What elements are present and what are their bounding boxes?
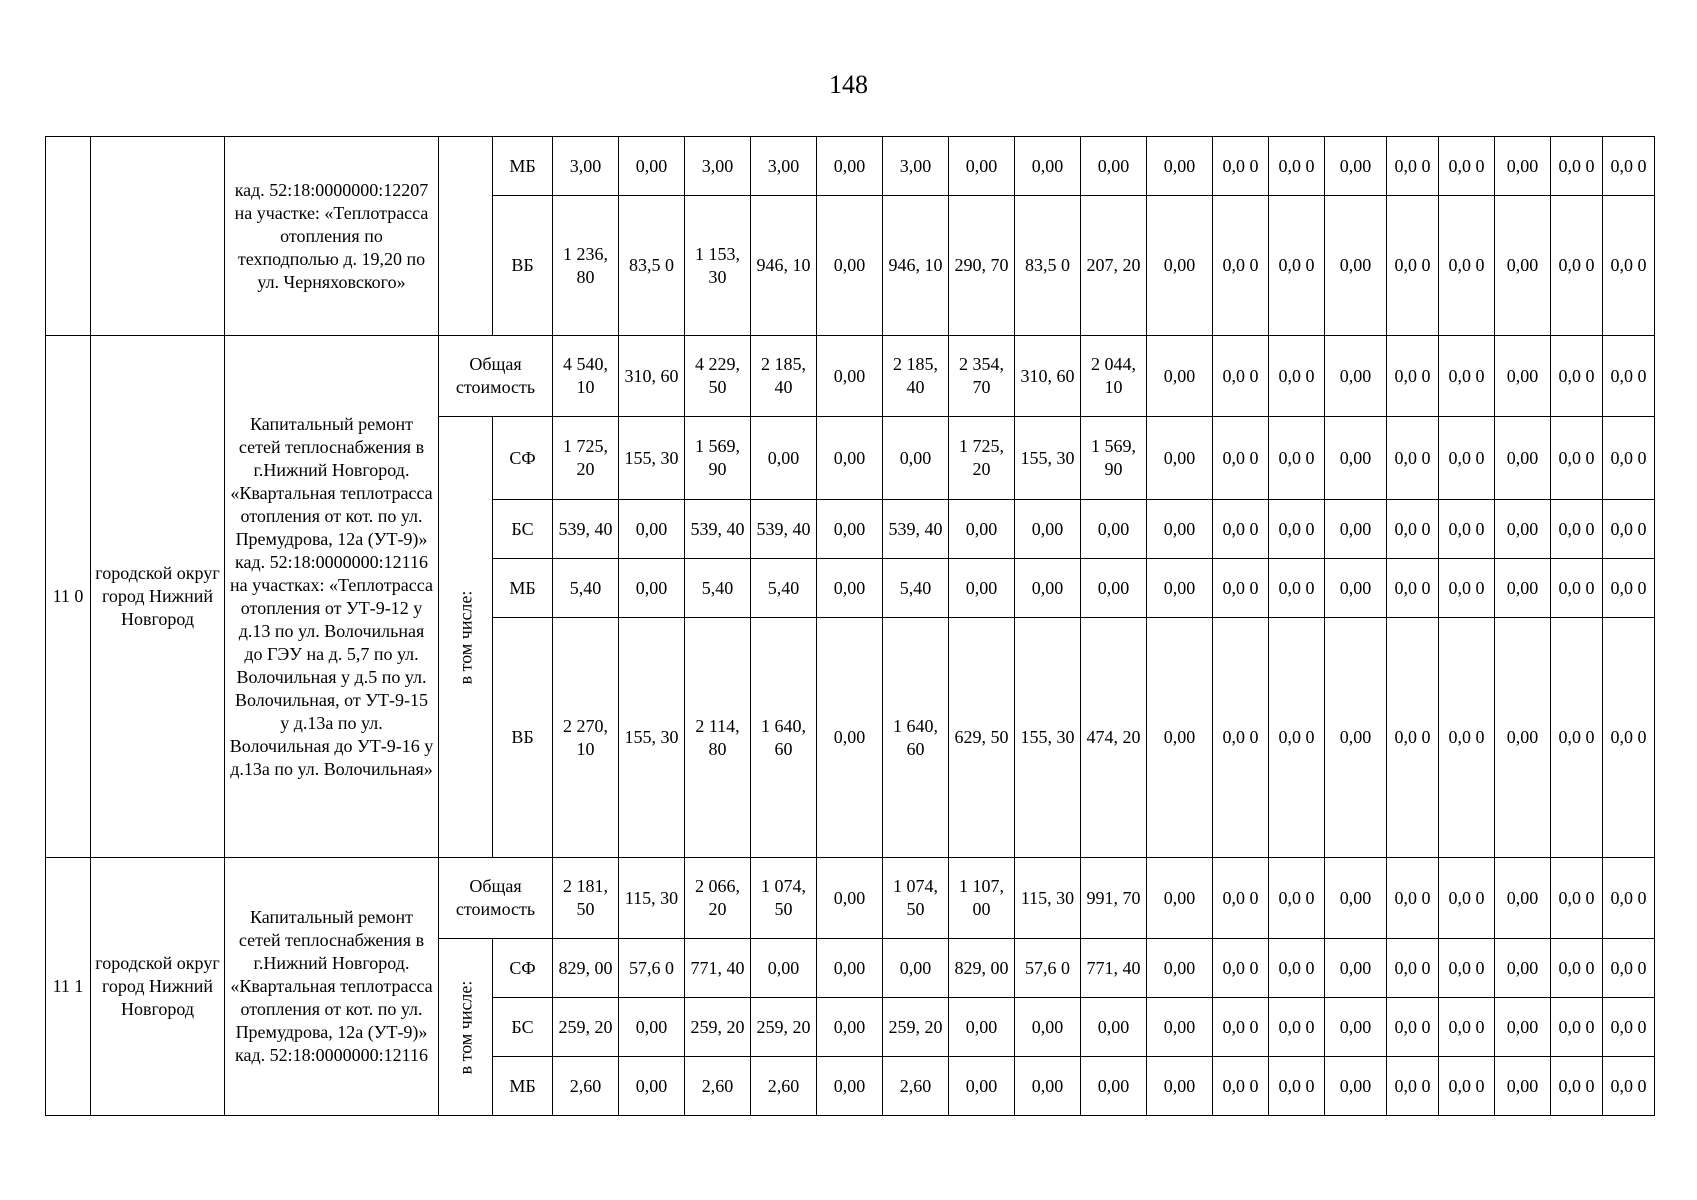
value-cell: 0,0 0 <box>1213 998 1269 1057</box>
value-cell: 2,60 <box>685 1057 751 1116</box>
total-value-cell: 0,00 <box>1147 858 1213 939</box>
value-cell: 771, 40 <box>685 939 751 998</box>
value-cell: 0,0 0 <box>1269 939 1325 998</box>
value-cell: 0,00 <box>1147 559 1213 618</box>
in-that-number-label-cell <box>439 417 493 858</box>
value-cell: 0,00 <box>1147 417 1213 500</box>
value-cell: 57,6 0 <box>619 939 685 998</box>
value-cell: 0,0 0 <box>1439 998 1495 1057</box>
value-cell: 0,0 0 <box>1387 559 1439 618</box>
budget-type-cell: МБ <box>493 559 553 618</box>
value-cell: 0,00 <box>1015 1057 1081 1116</box>
total-value-cell: 310, 60 <box>1015 336 1081 417</box>
total-value-cell: 0,00 <box>817 858 883 939</box>
budget-type-cell: ВБ <box>493 196 553 336</box>
value-cell: 2 114, 80 <box>685 618 751 858</box>
total-value-cell: 115, 30 <box>1015 858 1081 939</box>
value-cell: 946, 10 <box>751 196 817 336</box>
value-cell: 0,0 0 <box>1603 998 1655 1057</box>
value-cell: 0,0 0 <box>1551 559 1603 618</box>
total-value-cell: 4 229, 50 <box>685 336 751 417</box>
value-cell: 0,00 <box>1495 137 1551 196</box>
total-value-cell: 0,0 0 <box>1439 858 1495 939</box>
value-cell: 0,00 <box>619 559 685 618</box>
value-cell: 0,00 <box>817 137 883 196</box>
value-cell: 0,0 0 <box>1603 196 1655 336</box>
value-cell: 259, 20 <box>883 998 949 1057</box>
total-value-cell: 0,0 0 <box>1551 336 1603 417</box>
value-cell: 0,00 <box>1147 998 1213 1057</box>
value-cell: 0,00 <box>1147 500 1213 559</box>
value-cell: 1 236, 80 <box>553 196 619 336</box>
in-that-number-label-cell <box>439 939 493 1116</box>
value-cell: 0,0 0 <box>1551 196 1603 336</box>
value-cell: 0,0 0 <box>1603 1057 1655 1116</box>
value-cell: 539, 40 <box>553 500 619 559</box>
value-cell: 0,00 <box>1495 1057 1551 1116</box>
value-cell: 0,0 0 <box>1213 559 1269 618</box>
row-number-cell: 11 0 <box>46 336 91 858</box>
value-cell: 0,00 <box>1495 618 1551 858</box>
value-cell: 771, 40 <box>1081 939 1147 998</box>
value-cell: 0,0 0 <box>1213 939 1269 998</box>
value-cell: 539, 40 <box>883 500 949 559</box>
value-cell: 0,0 0 <box>1551 417 1603 500</box>
budget-type-cell: МБ <box>493 137 553 196</box>
value-cell: 0,0 0 <box>1603 500 1655 559</box>
value-cell: 0,0 0 <box>1439 196 1495 336</box>
value-cell: 0,0 0 <box>1439 137 1495 196</box>
description-cell: Капитальный ремонт сетей теплоснабжения в г.Нижний Новгород. «Квартальная теплотрасса отопления от кот. по ул. Премудрова, 12а (УТ-9)» кад. 52:18:0000000:12116 <box>225 858 439 1116</box>
total-value-cell: 2 066, 20 <box>685 858 751 939</box>
value-cell: 0,0 0 <box>1551 618 1603 858</box>
budget-type-cell: БС <box>493 500 553 559</box>
value-cell: 0,00 <box>1495 998 1551 1057</box>
value-cell: 1 569, 90 <box>1081 417 1147 500</box>
total-value-cell: 1 074, 50 <box>883 858 949 939</box>
value-cell: 0,00 <box>1147 1057 1213 1116</box>
value-cell: 0,0 0 <box>1551 500 1603 559</box>
total-value-cell: 0,00 <box>817 336 883 417</box>
value-cell: 0,0 0 <box>1269 500 1325 559</box>
value-cell: 0,0 0 <box>1603 137 1655 196</box>
value-cell: 0,0 0 <box>1439 1057 1495 1116</box>
value-cell: 0,00 <box>1325 500 1387 559</box>
value-cell: 539, 40 <box>751 500 817 559</box>
value-cell: 829, 00 <box>949 939 1015 998</box>
value-cell: 0,00 <box>817 1057 883 1116</box>
value-cell: 0,00 <box>949 998 1015 1057</box>
value-cell: 0,0 0 <box>1213 137 1269 196</box>
value-cell: 0,0 0 <box>1387 196 1439 336</box>
value-cell: 155, 30 <box>619 417 685 500</box>
total-value-cell: 0,0 0 <box>1213 858 1269 939</box>
in-that-number-label: в том числе: <box>455 980 476 1074</box>
value-cell: 0,0 0 <box>1551 1057 1603 1116</box>
value-cell: 0,00 <box>949 559 1015 618</box>
value-cell: 0,00 <box>1495 417 1551 500</box>
value-cell: 0,0 0 <box>1269 196 1325 336</box>
value-cell: 0,0 0 <box>1387 939 1439 998</box>
value-cell: 0,00 <box>1147 196 1213 336</box>
total-value-cell: 4 540, 10 <box>553 336 619 417</box>
value-cell: 1 640, 60 <box>883 618 949 858</box>
value-cell: 0,00 <box>1325 998 1387 1057</box>
value-cell: 0,0 0 <box>1551 137 1603 196</box>
value-cell: 0,0 0 <box>1603 559 1655 618</box>
value-cell: 83,5 0 <box>619 196 685 336</box>
total-value-cell: 0,0 0 <box>1269 858 1325 939</box>
value-cell: 1 725, 20 <box>949 417 1015 500</box>
table-row <box>46 336 1655 417</box>
value-cell: 0,0 0 <box>1439 417 1495 500</box>
value-cell: 0,00 <box>1325 137 1387 196</box>
value-cell: 0,0 0 <box>1213 500 1269 559</box>
value-cell: 0,0 0 <box>1213 618 1269 858</box>
value-cell: 290, 70 <box>949 196 1015 336</box>
value-cell: 474, 20 <box>1081 618 1147 858</box>
value-cell: 0,00 <box>1495 559 1551 618</box>
value-cell: 0,0 0 <box>1387 500 1439 559</box>
value-cell: 83,5 0 <box>1015 196 1081 336</box>
value-cell: 259, 20 <box>685 998 751 1057</box>
value-cell: 0,0 0 <box>1439 559 1495 618</box>
value-cell: 0,00 <box>949 1057 1015 1116</box>
value-cell: 0,0 0 <box>1387 618 1439 858</box>
value-cell: 0,00 <box>619 1057 685 1116</box>
total-value-cell: 0,0 0 <box>1387 858 1439 939</box>
total-value-cell: 115, 30 <box>619 858 685 939</box>
value-cell: 155, 30 <box>1015 618 1081 858</box>
total-value-cell: 2 185, 40 <box>883 336 949 417</box>
value-cell: 0,00 <box>817 618 883 858</box>
value-cell: 0,00 <box>1325 939 1387 998</box>
value-cell: 0,00 <box>1081 559 1147 618</box>
value-cell: 0,0 0 <box>1269 137 1325 196</box>
value-cell: 0,0 0 <box>1269 618 1325 858</box>
total-value-cell: 0,0 0 <box>1551 858 1603 939</box>
value-cell: 1 725, 20 <box>553 417 619 500</box>
municipality-cell: городской округ город Нижний Новгород <box>91 858 225 1116</box>
value-cell: 0,00 <box>751 939 817 998</box>
value-cell: 2 270, 10 <box>553 618 619 858</box>
value-cell: 0,00 <box>1325 1057 1387 1116</box>
value-cell: 2,60 <box>751 1057 817 1116</box>
value-cell: 259, 20 <box>553 998 619 1057</box>
total-value-cell: 0,0 0 <box>1603 336 1655 417</box>
value-cell: 207, 20 <box>1081 196 1147 336</box>
value-cell: 0,0 0 <box>1213 196 1269 336</box>
total-value-cell: 0,0 0 <box>1603 858 1655 939</box>
in-that-number-label: в том числе: <box>455 590 476 684</box>
total-value-cell: 310, 60 <box>619 336 685 417</box>
value-cell: 0,0 0 <box>1551 939 1603 998</box>
value-cell: 0,00 <box>1015 500 1081 559</box>
page-number: 148 <box>829 70 868 99</box>
value-cell: 3,00 <box>751 137 817 196</box>
value-cell: 0,0 0 <box>1387 1057 1439 1116</box>
value-cell: 0,00 <box>751 417 817 500</box>
value-cell: 0,0 0 <box>1269 998 1325 1057</box>
total-value-cell: 1 107, 00 <box>949 858 1015 939</box>
value-cell: 0,00 <box>817 196 883 336</box>
value-cell: 0,00 <box>1081 1057 1147 1116</box>
value-cell: 3,00 <box>685 137 751 196</box>
value-cell: 629, 50 <box>949 618 1015 858</box>
value-cell: 0,0 0 <box>1213 1057 1269 1116</box>
value-cell: 1 640, 60 <box>751 618 817 858</box>
total-value-cell: 0,00 <box>1325 858 1387 939</box>
value-cell: 0,00 <box>949 500 1015 559</box>
value-cell: 829, 00 <box>553 939 619 998</box>
municipality-cell: городской округ город Нижний Новгород <box>91 336 225 858</box>
total-cost-label: Общая стоимость <box>439 858 553 939</box>
value-cell: 0,00 <box>1081 998 1147 1057</box>
total-value-cell: 2 185, 40 <box>751 336 817 417</box>
funding-table <box>45 136 1655 1116</box>
value-cell: 0,0 0 <box>1439 500 1495 559</box>
value-cell: 0,00 <box>883 939 949 998</box>
value-cell: 0,00 <box>949 137 1015 196</box>
value-cell: 0,00 <box>1015 137 1081 196</box>
total-cost-label: Общая стоимость <box>439 336 553 417</box>
total-value-cell: 2 044, 10 <box>1081 336 1147 417</box>
total-value-cell: 0,0 0 <box>1213 336 1269 417</box>
value-cell: 0,00 <box>619 500 685 559</box>
value-cell: 539, 40 <box>685 500 751 559</box>
value-cell: 0,0 0 <box>1603 939 1655 998</box>
value-cell: 0,0 0 <box>1269 1057 1325 1116</box>
value-cell: 0,0 0 <box>1213 417 1269 500</box>
table-row <box>46 858 1655 939</box>
budget-type-cell: СФ <box>493 939 553 998</box>
value-cell: 0,00 <box>619 998 685 1057</box>
budget-type-cell: СФ <box>493 417 553 500</box>
value-cell: 155, 30 <box>619 618 685 858</box>
value-cell: 0,0 0 <box>1551 998 1603 1057</box>
row-number-cell <box>46 137 91 336</box>
value-cell: 0,0 0 <box>1387 417 1439 500</box>
table-row <box>46 137 1655 196</box>
total-value-cell: 0,0 0 <box>1269 336 1325 417</box>
value-cell: 0,0 0 <box>1603 618 1655 858</box>
total-value-cell: 1 074, 50 <box>751 858 817 939</box>
value-cell: 5,40 <box>883 559 949 618</box>
value-cell: 0,00 <box>883 417 949 500</box>
in-that-number-label-cell <box>439 137 493 336</box>
value-cell: 1 569, 90 <box>685 417 751 500</box>
value-cell: 259, 20 <box>751 998 817 1057</box>
value-cell: 0,00 <box>1081 137 1147 196</box>
value-cell: 2,60 <box>883 1057 949 1116</box>
value-cell: 0,00 <box>1015 998 1081 1057</box>
value-cell: 0,00 <box>619 137 685 196</box>
budget-type-cell: БС <box>493 998 553 1057</box>
value-cell: 0,0 0 <box>1269 559 1325 618</box>
value-cell: 0,00 <box>1325 417 1387 500</box>
value-cell: 0,00 <box>817 417 883 500</box>
value-cell: 0,00 <box>1495 939 1551 998</box>
value-cell: 0,0 0 <box>1269 417 1325 500</box>
value-cell: 5,40 <box>553 559 619 618</box>
value-cell: 0,00 <box>817 559 883 618</box>
total-value-cell: 2 354, 70 <box>949 336 1015 417</box>
value-cell: 0,0 0 <box>1439 618 1495 858</box>
row-number-cell: 11 1 <box>46 858 91 1116</box>
description-cell: Капитальный ремонт сетей теплоснабжения в г.Нижний Новгород. «Квартальная теплотрасса отопления от кот. по ул. Премудрова, 12а (УТ-9)» кад. 52:18:0000000:12116 на участках: «Теплотрасса отопления от УТ-9-12 у д.13 по ул. Волочильная до ГЭУ на д. 5,7 по ул. Волочильная у д.5 по ул. Волочильная, от УТ-9-15 у д.13а по ул. Волочильная до УТ-9-16 у д.13а по ул. Волочильная» <box>225 336 439 858</box>
description-cell: кад. 52:18:0000000:12207 на участке: «Теплотрасса отопления по техподполью д. 19,20 по ул. Черняховского» <box>225 137 439 336</box>
value-cell: 2,60 <box>553 1057 619 1116</box>
value-cell: 0,00 <box>817 500 883 559</box>
value-cell: 1 153, 30 <box>685 196 751 336</box>
value-cell: 0,00 <box>1325 559 1387 618</box>
value-cell: 0,00 <box>1147 939 1213 998</box>
total-value-cell: 0,00 <box>1147 336 1213 417</box>
value-cell: 3,00 <box>553 137 619 196</box>
total-value-cell: 0,0 0 <box>1439 336 1495 417</box>
value-cell: 0,0 0 <box>1603 417 1655 500</box>
value-cell: 155, 30 <box>1015 417 1081 500</box>
value-cell: 0,0 0 <box>1439 939 1495 998</box>
value-cell: 0,00 <box>1495 196 1551 336</box>
value-cell: 0,0 0 <box>1387 137 1439 196</box>
total-value-cell: 0,0 0 <box>1387 336 1439 417</box>
value-cell: 3,00 <box>883 137 949 196</box>
total-value-cell: 991, 70 <box>1081 858 1147 939</box>
value-cell: 5,40 <box>685 559 751 618</box>
value-cell: 57,6 0 <box>1015 939 1081 998</box>
value-cell: 0,00 <box>1495 500 1551 559</box>
total-value-cell: 0,00 <box>1325 336 1387 417</box>
municipality-cell <box>91 137 225 336</box>
value-cell: 5,40 <box>751 559 817 618</box>
value-cell: 0,00 <box>1325 196 1387 336</box>
budget-type-cell: МБ <box>493 1057 553 1116</box>
value-cell: 0,00 <box>817 998 883 1057</box>
value-cell: 0,00 <box>817 939 883 998</box>
value-cell: 0,00 <box>1325 618 1387 858</box>
total-value-cell: 2 181, 50 <box>553 858 619 939</box>
value-cell: 0,00 <box>1147 137 1213 196</box>
total-value-cell: 0,00 <box>1495 858 1551 939</box>
value-cell: 0,00 <box>1015 559 1081 618</box>
value-cell: 0,00 <box>1081 500 1147 559</box>
total-value-cell: 0,00 <box>1495 336 1551 417</box>
value-cell: 0,00 <box>1147 618 1213 858</box>
budget-type-cell: ВБ <box>493 618 553 858</box>
value-cell: 0,0 0 <box>1387 998 1439 1057</box>
value-cell: 946, 10 <box>883 196 949 336</box>
